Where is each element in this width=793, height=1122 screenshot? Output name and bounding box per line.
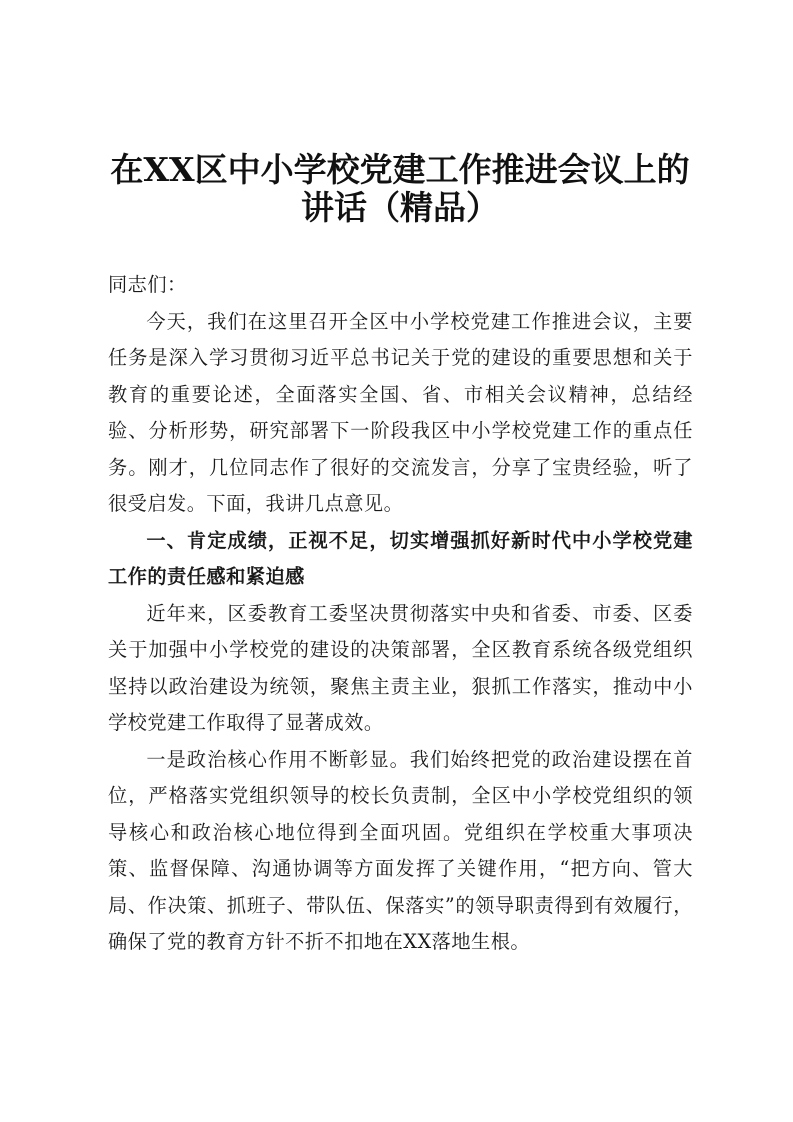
paragraph-achievements: 近年来，区委教育工委坚决贯彻落实中央和省委、市委、区委关于加强中小学校党的建设的决策部署，全区教育系统各级党组织坚持以政治建设为统领，聚焦主责主业，狠抓工作落实，推动中小学校党建工作取得了显著成效。	[108, 601, 693, 734]
document-title-line-2: 讲话（精品）	[301, 188, 499, 227]
document-body	[108, 267, 693, 961]
paragraph-political-core: 一是政治核心作用不断彰显。我们始终把党的政治建设摆在首位，严格落实党组织领导的校长负责制，全区中小学校党组织的领导核心和政治核心地位得到全面巩固。党组织在学校重大事项决策、监督保障、沟通协调等方面发挥了关键作用，“把方向、管大局、作决策、抓班子、带队伍、保落实”的领导职责得到有效履行，确保了党的教育方针不折不扣地在XX落地生根。	[108, 747, 693, 953]
document-title-line-1: 在XX区中小学校党建工作推进会议上的	[110, 150, 690, 189]
section-heading-1: 一、肯定成绩，正视不足，切实增强抓好新时代中小学校党建工作的责任感和紧迫感	[108, 528, 693, 588]
paragraph-intro: 今天，我们在这里召开全区中小学校党建工作推进会议，主要任务是深入学习贯彻习近平总书记关于党的建设的重要思想和关于教育的重要论述，全面落实全国、省、市相关会议精神，总结经验、分析形势，研究部署下一阶段我区中小学校党建工作的重点任务。刚才，几位同志作了很好的交流发言，分享了宝贵经验，听了很受启发。下面，我讲几点意见。	[108, 309, 693, 515]
salutation: 同志们：	[108, 273, 187, 296]
